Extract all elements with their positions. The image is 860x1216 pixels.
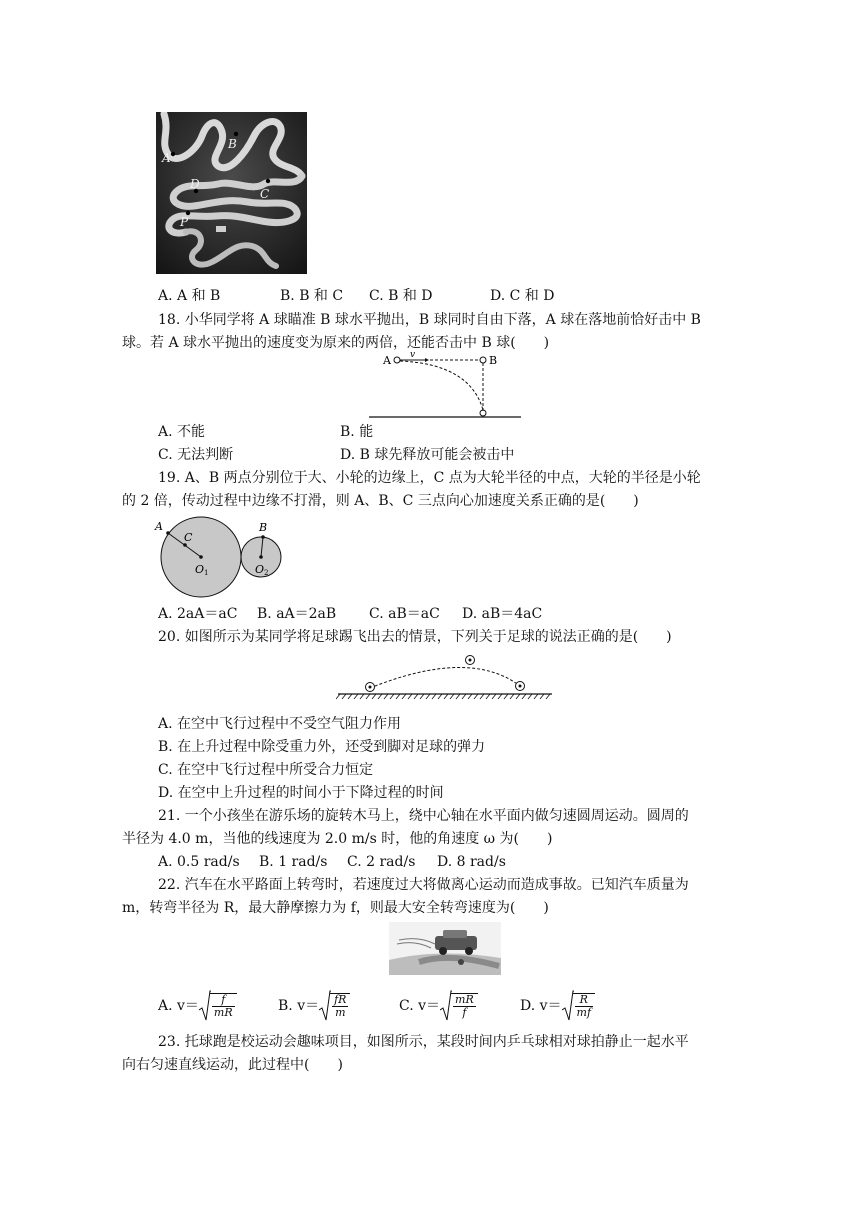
- q19-stem-line2: 的 2 倍，传动过程中边缘不打滑，则 A、B、C 三点向心加速度关系正确的是( ): [122, 493, 639, 509]
- q17-option-b: B. B 和 C: [280, 288, 344, 304]
- q22-option-d-den: mf: [576, 1006, 592, 1019]
- q17-option-d: D. C 和 D: [490, 288, 555, 304]
- sqrt-symbol: [440, 990, 478, 1022]
- q22-option-b-num: fR: [334, 993, 347, 1006]
- q20-stem-line1: 20. 如图所示为某同学将足球踢飞出去的情景，下列关于足球的说法正确的是( ): [158, 629, 672, 645]
- q23-stem-line2: 向右匀速直线运动，此过程中( ): [122, 1057, 343, 1073]
- q22-stem-line2: m，转弯半径为 R，最大静摩擦力为 f，则最大安全转弯速度为( ): [122, 900, 549, 916]
- q21-option-d: D. 8 rad/s: [437, 854, 506, 870]
- q22-option-c-den: f: [462, 1006, 467, 1019]
- q22-option-a-label: A. v＝: [158, 998, 199, 1014]
- projectile-figure: [365, 350, 525, 422]
- q22-option-d: [520, 988, 595, 1024]
- q19-option-a: A. 2aA＝aC: [158, 606, 238, 622]
- q18-stem-line2: 球。若 A 球水平抛出的速度变为原来的两倍，还能否击中 B 球( ): [122, 335, 550, 351]
- fig-label-o2: O: [255, 563, 265, 576]
- q22-option-d-label: D. v＝: [520, 998, 562, 1014]
- q21-option-c: C. 2 rad/s: [347, 854, 416, 870]
- sqrt-symbol: [562, 990, 596, 1022]
- q20-option-b: B. 在上升过程中除受重力外，还受到脚对足球的弹力: [158, 739, 486, 755]
- q18-stem-line1: 18. 小华同学将 A 球瞄准 B 球水平抛出，B 球同时自由下落，A 球在落地前恰好击中 B: [158, 312, 701, 328]
- fig-label-b: B: [489, 354, 498, 367]
- fig-label-o1-sub: 1: [204, 569, 209, 577]
- fig-label-v: v: [410, 350, 416, 360]
- q18-option-b: B. 能: [340, 424, 374, 440]
- fig-label-a: A: [155, 520, 163, 533]
- q18-option-c: C. 无法判断: [158, 447, 234, 463]
- q17-option-c: C. B 和 D: [369, 288, 433, 304]
- fig-label-b: B: [259, 521, 268, 534]
- q18-option-a: A. 不能: [158, 424, 206, 440]
- q19-stem-line1: 19. A、B 两点分别位于大、小轮的边缘上，C 点为大轮半径的中点，大轮的半径是小轮: [158, 470, 701, 486]
- football-figure: [336, 652, 554, 704]
- river-photo: [156, 112, 307, 274]
- photo-label-b: B: [228, 137, 237, 151]
- fig-label-a: A: [383, 354, 391, 367]
- q22-option-a-den: mR: [213, 1006, 233, 1019]
- photo-label-a: A: [162, 151, 171, 165]
- fig-label-o1: O: [195, 563, 205, 576]
- q21-option-b: B. 1 rad/s: [259, 854, 328, 870]
- q20-option-d: D. 在空中上升过程的时间小于下降过程的时间: [158, 785, 444, 801]
- q18-option-d: D. B 球先释放可能会被击中: [340, 447, 515, 463]
- q20-option-a: A. 在空中飞行过程中不受空气阻力作用: [158, 716, 402, 732]
- photo-label-c: C: [260, 187, 270, 201]
- q22-option-a: [158, 988, 237, 1024]
- q20-option-c: C. 在空中飞行过程中所受合力恒定: [158, 762, 374, 778]
- q22-option-d-num: R: [575, 994, 594, 1007]
- q19-option-c: C. aB＝aC: [369, 606, 440, 622]
- photo-label-p: P: [180, 215, 189, 229]
- q21-option-a: A. 0.5 rad/s: [158, 854, 240, 870]
- q19-option-d: D. aB＝4aC: [462, 606, 543, 622]
- q21-stem-line2: 半径为 4.0 m，当他的线速度为 2.0 m/s 时，他的角速度 ω 为( ): [122, 831, 553, 847]
- sqrt-symbol: [319, 990, 350, 1022]
- q22-option-b-den: m: [335, 1006, 346, 1019]
- wheels-figure: [152, 513, 284, 599]
- sqrt-symbol: [199, 990, 237, 1022]
- q17-option-a: A. A 和 B: [158, 288, 221, 304]
- q22-option-b-label: B. v＝: [278, 998, 320, 1014]
- fig-label-o2-sub: 2: [264, 569, 269, 577]
- fig-label-c: C: [184, 531, 193, 544]
- q22-option-b: [278, 988, 350, 1024]
- q22-option-a-num: f: [212, 994, 235, 1007]
- q22-option-c-num: mR: [455, 993, 474, 1006]
- q22-stem-line1: 22. 汽车在水平路面上转弯时，若速度过大将做离心运动而造成事故。已知汽车质量为: [158, 877, 689, 893]
- car-turning-photo: [389, 922, 501, 975]
- photo-label-d: D: [190, 177, 200, 191]
- q19-option-b: B. aA＝2aB: [257, 606, 337, 622]
- q22-option-c: [399, 988, 478, 1024]
- q22-option-c-label: C. v＝: [399, 998, 441, 1014]
- q23-stem-line1: 23. 托球跑是校运动会趣味项目，如图所示，某段时间内乒乓球相对球拍静止一起水平: [158, 1034, 689, 1050]
- q21-stem-line1: 21. 一个小孩坐在游乐场的旋转木马上，绕中心轴在水平面内做匀速圆周运动。圆周的: [158, 808, 689, 824]
